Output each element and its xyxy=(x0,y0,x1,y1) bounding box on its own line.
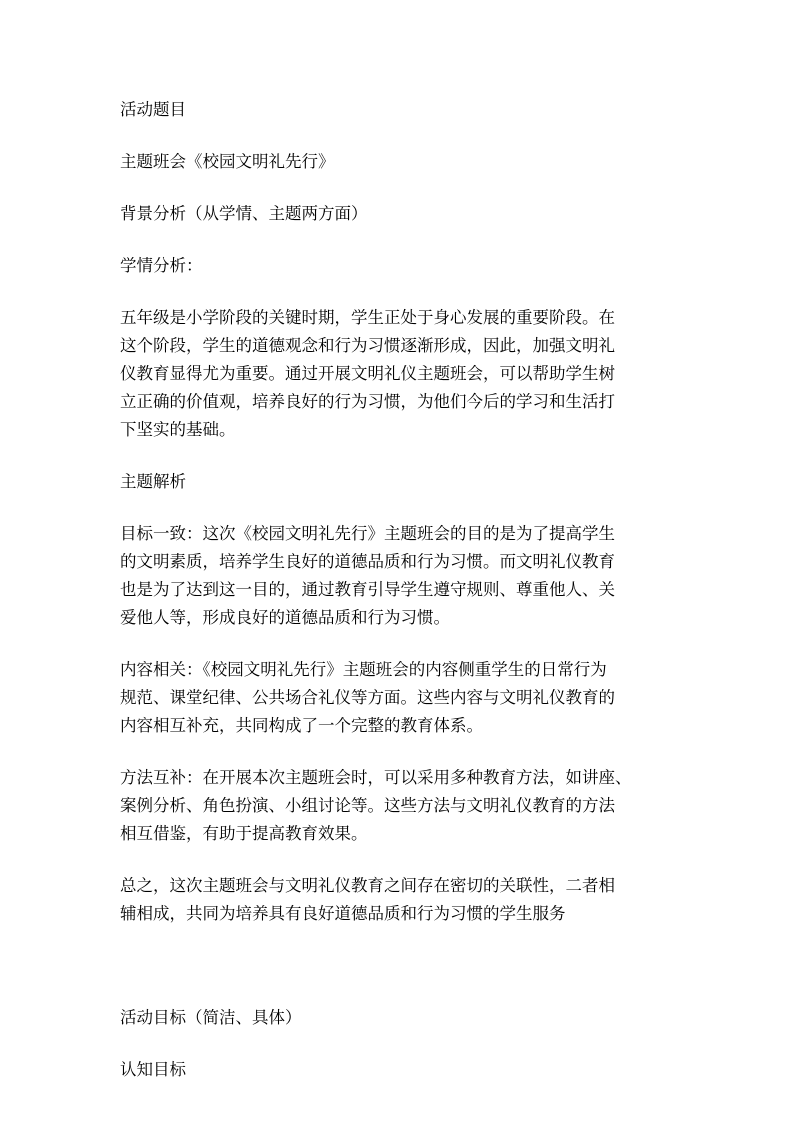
paragraph-line: 也是为了达到这一目的，通过教育引导学生遵守规则、尊重他人、关 xyxy=(120,580,615,599)
summary-paragraph xyxy=(120,872,680,928)
paragraph-line: 案例分析、角色扮演、小组讨论等。这些方法与文明礼仪教育的方法 xyxy=(120,796,615,815)
paragraph-line: 爱他人等，形成良好的道德品质和行为习惯。 xyxy=(120,608,450,627)
paragraph-line: 的文明素质，培养学生良好的道德品质和行为习惯。而文明礼仪教育 xyxy=(120,552,615,571)
objectives-heading: 活动目标（简洁、具体） xyxy=(120,1008,302,1027)
paragraph-line: 这个阶段，学生的道德观念和行为习惯逐渐形成，因此，加强文明礼 xyxy=(120,336,615,355)
paragraph-line: 内容相关：《校园文明礼先行》主题班会的内容侧重学生的日常行为 xyxy=(120,660,607,679)
paragraph-line: 五年级是小学阶段的关键时期，学生正处于身心发展的重要阶段。在 xyxy=(120,308,615,327)
goal-paragraph xyxy=(120,520,680,632)
paragraph-line: 辅相成，共同为培养具有良好道德品质和行为习惯的学生服务 xyxy=(120,904,566,923)
theme-analysis-heading: 主题解析 xyxy=(120,472,186,491)
student-analysis-paragraph xyxy=(120,304,680,444)
paragraph-line: 下坚实的基础。 xyxy=(120,420,236,439)
paragraph-line: 立正确的价值观，培养良好的行为习惯，为他们今后的学习和生活打 xyxy=(120,392,615,411)
paragraph-line: 目标一致：这次《校园文明礼先行》主题班会的目的是为了提高学生 xyxy=(120,524,615,543)
paragraph-line: 仪教育显得尤为重要。通过开展文明礼仪主题班会，可以帮助学生树 xyxy=(120,364,615,383)
cognitive-objectives-heading: 认知目标 xyxy=(120,1060,186,1079)
student-analysis-heading: 学情分析： xyxy=(120,256,203,275)
content-paragraph xyxy=(120,656,680,740)
background-heading: 背景分析（从学情、主题两方面） xyxy=(120,204,368,223)
document-body xyxy=(120,96,680,1084)
activity-title: 主题班会《校园文明礼先行》 xyxy=(120,152,335,171)
activity-title-label: 活动题目 xyxy=(120,100,186,119)
paragraph-line: 方法互补：在开展本次主题班会时，可以采用多种教育方法，如讲座、 xyxy=(120,768,632,787)
paragraph-line: 相互借鉴，有助于提高教育效果。 xyxy=(120,824,368,843)
paragraph-line: 总之，这次主题班会与文明礼仪教育之间存在密切的关联性，二者相 xyxy=(120,876,615,895)
paragraph-line: 内容相互补充，共同构成了一个完整的教育体系。 xyxy=(120,716,483,735)
method-paragraph xyxy=(120,764,680,848)
paragraph-line: 规范、课堂纪律、公共场合礼仪等方面。这些内容与文明礼仪教育的 xyxy=(120,688,615,707)
